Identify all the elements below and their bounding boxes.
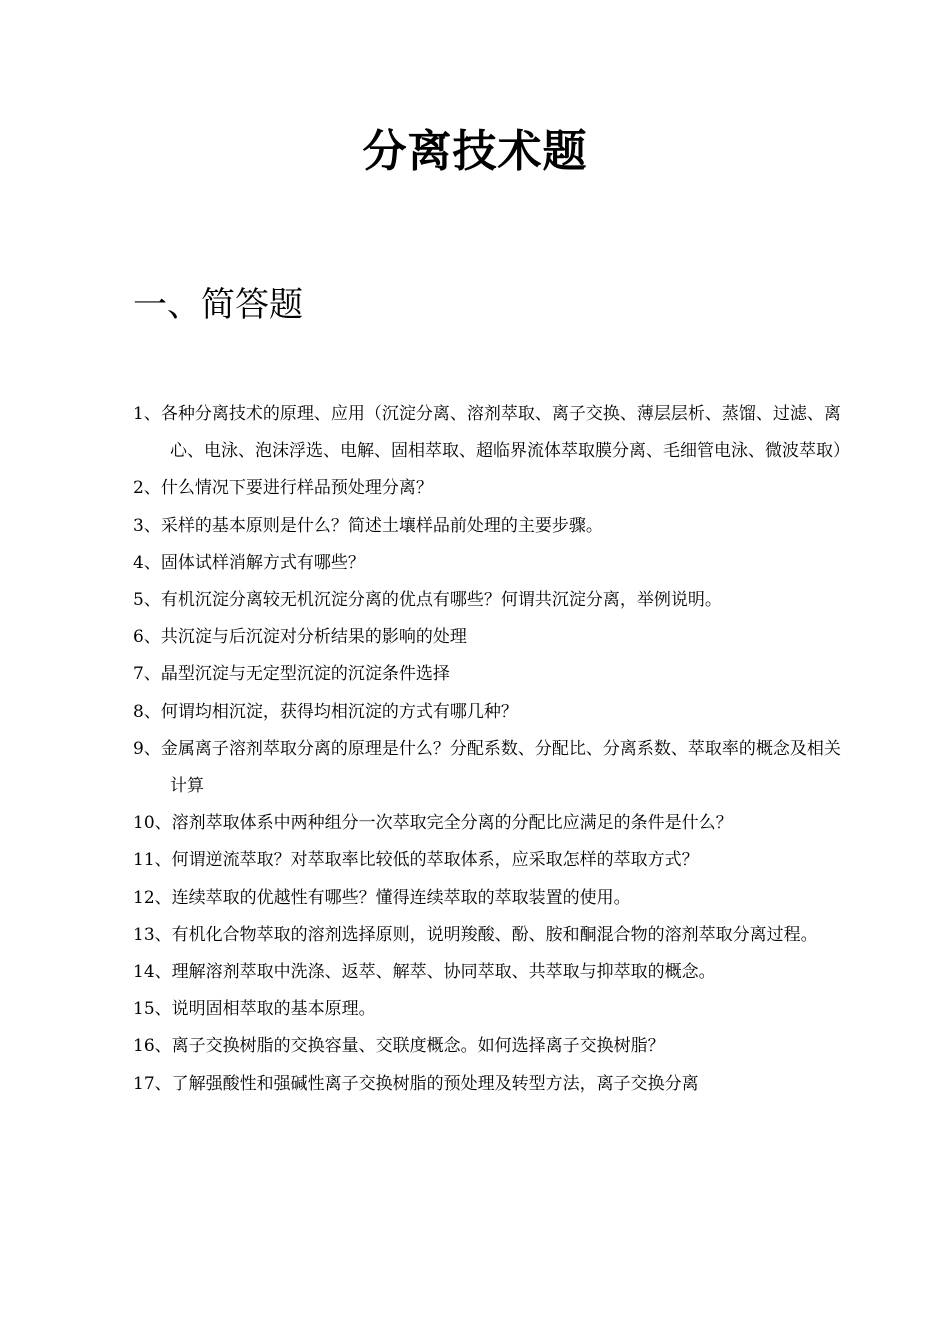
question-text: 何谓逆流萃取？对萃取率比较低的萃取体系，应采取怎样的萃取方式？ xyxy=(171,850,699,871)
question-number: 5、 xyxy=(133,590,161,611)
question-item xyxy=(133,694,853,731)
question-item xyxy=(133,656,853,693)
question-list xyxy=(133,396,853,1103)
question-item xyxy=(133,805,853,842)
question-text: 说明固相萃取的基本原理。 xyxy=(171,999,376,1020)
question-number: 15、 xyxy=(133,999,172,1020)
question-item xyxy=(133,396,853,470)
question-number: 9、 xyxy=(133,738,161,759)
question-item xyxy=(133,1066,853,1103)
question-text: 有机沉淀分离较无机沉淀分离的优点有哪些？何谓共沉淀分离，举例说明。 xyxy=(160,590,722,611)
question-number: 4、 xyxy=(133,552,161,573)
question-text: 有机化合物萃取的溶剂选择原则，说明羧酸、酚、胺和酮混合物的溶剂萃取分离过程。 xyxy=(171,924,818,945)
question-number: 8、 xyxy=(133,701,161,722)
question-number: 2、 xyxy=(133,478,161,499)
question-number: 6、 xyxy=(133,627,161,648)
question-text: 何谓均相沉淀，获得均相沉淀的方式有哪几种？ xyxy=(160,701,518,722)
question-number: 3、 xyxy=(133,515,161,536)
document-title: 分离技术题 xyxy=(362,126,588,177)
question-item xyxy=(133,545,853,582)
question-number: 14、 xyxy=(133,962,172,983)
question-text: 共沉淀与后沉淀对分析结果的影响的处理 xyxy=(160,627,467,648)
question-number: 16、 xyxy=(133,1036,172,1057)
question-number: 10、 xyxy=(133,813,172,834)
question-text: 晶型沉淀与无定型沉淀的沉淀条件选择 xyxy=(160,664,450,685)
question-text: 采样的基本原则是什么？简述土壤样品前处理的主要步骤。 xyxy=(160,515,603,536)
question-text: 各种分离技术的原理、应用（沉淀分离、溶剂萃取、离子交换、薄层层析、蒸馏、过滤、离心、电泳、泡沫浮选、电解、固相萃取、超临界流体萃取膜分离、毛细管电泳、微波萃取） xyxy=(160,404,850,462)
question-item xyxy=(133,880,853,917)
question-item xyxy=(133,954,853,991)
question-item xyxy=(133,842,853,879)
question-item xyxy=(133,991,853,1028)
question-text: 溶剂萃取体系中两种组分一次萃取完全分离的分配比应满足的条件是什么？ xyxy=(171,813,733,834)
question-text: 什么情况下要进行样品预处理分离？ xyxy=(160,478,433,499)
question-item xyxy=(133,619,853,656)
question-number: 13、 xyxy=(133,924,172,945)
question-item xyxy=(133,582,853,619)
question-number: 7、 xyxy=(133,664,161,685)
question-text: 离子交换树脂的交换容量、交联度概念。如何选择离子交换树脂？ xyxy=(171,1036,665,1057)
question-item xyxy=(133,1028,853,1065)
question-text: 连续萃取的优越性有哪些？懂得连续萃取的萃取装置的使用。 xyxy=(171,887,631,908)
question-text: 金属离子溶剂萃取分离的原理是什么？分配系数、分配比、分离系数、萃取率的概念及相关计算 xyxy=(160,738,841,797)
section-heading: 一、简答题 xyxy=(133,285,303,325)
question-number: 12、 xyxy=(133,887,172,908)
question-number: 17、 xyxy=(133,1073,172,1094)
question-item xyxy=(133,508,853,545)
question-item xyxy=(133,917,853,954)
question-text: 固体试样消解方式有哪些？ xyxy=(160,552,365,573)
question-text: 理解溶剂萃取中洗涤、返萃、解萃、协同萃取、共萃取与抑萃取的概念。 xyxy=(171,962,716,983)
question-number: 1、 xyxy=(133,404,161,424)
question-text: 了解强酸性和强碱性离子交换树脂的预处理及转型方法，离子交换分离 xyxy=(171,1073,699,1094)
question-number: 11、 xyxy=(133,850,172,871)
question-item xyxy=(133,731,853,805)
question-item xyxy=(133,470,853,507)
